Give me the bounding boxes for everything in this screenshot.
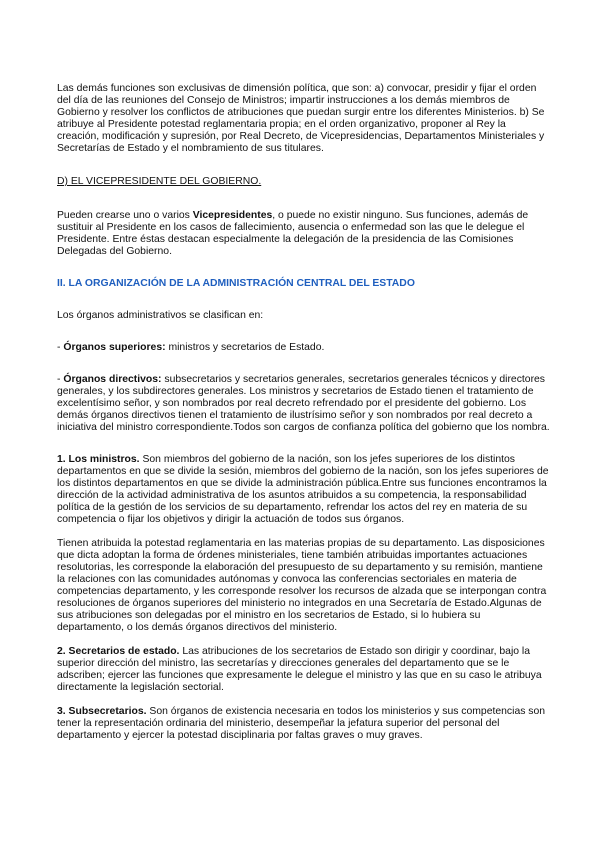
list-item-organos-directivos <box>57 374 550 434</box>
document-page <box>57 83 550 742</box>
section-heading-organizacion: II. LA ORGANIZACIÓN DE LA ADMINISTRACIÓN CENTRAL DEL ESTADO <box>57 278 415 289</box>
vice-text-bold: Vicepresidentes <box>192 210 273 221</box>
paragraph-organos-intro: Los órganos administrativos se clasifican en: <box>57 310 264 321</box>
superiores-label: Órganos superiores: <box>63 342 166 353</box>
ministros-text: Son miembros del gobierno de la nación, son los jefes superiores de los distintos departamentos en que se divide la sesión, miembros del gobierno de la nación, son los jefes superiores de los distintos departamentos en que se divide la administración pública.Entre sus funciones encontramos la dirección de la actividad administrativa de los asuntos atribuidos a su competencia, la responsabilidad política de la gestión de los servicios de su departamento, refrendar los actos del rey en materia de su competencia o fijar los objetivos y dirigir la actuación de todos sus órganos. <box>57 454 549 525</box>
paragraph-ministros <box>57 454 550 526</box>
subsecretarios-label: 3. Subsecretarios. <box>57 706 147 717</box>
ministros-label: 1. Los ministros. <box>57 454 140 465</box>
paragraph-president-functions: Las demás funciones son exclusivas de dimensión política, que son: a) convocar, presidir y fijar el orden del día de las reuniones del Consejo de Ministros; impartir instrucciones a los demás miembros de Gobierno y resolver los conflictos de atribuciones que puedan surgir entre los diferentes Ministerios. b) Se atribuye al Presidente potestad reglamentaria propia; en el orden organizativo, proponer al Rey la creación, modificación y supresión, por Real Decreto, de Vicepresidencias, Departamentos Ministeriales y Secretarías de Estado y el nombramiento de sus titulares. <box>57 83 545 154</box>
directivos-dash: - <box>57 374 64 385</box>
secretarios-text: Las atribuciones de los secretarios de Estado son dirigir y coordinar, bajo la superior dirección del ministro, las secretarías y direcciones generales del departamento que se le adscriben; ejercer las funciones que expresamente le delegue el ministro y las que en su caso le atribuya directamente la legislación sectorial. <box>57 646 542 693</box>
secretarios-label: 2. Secretarios de estado. <box>57 646 180 657</box>
paragraph-secretarios-estado <box>57 646 550 694</box>
superiores-dash: - <box>57 342 64 353</box>
vice-text-pre: Pueden crearse uno o varios <box>57 210 193 221</box>
vice-text-post: , o puede no existir ninguno. Sus funciones, además de sustituir al Presidente en los casos de fallecimiento, ausencia o enfermedad son las que le delegue el Presidente. Entre éstas destacan especialmente la delegación de la presidencia de las Comisiones Delegadas del Gobierno. <box>57 210 529 257</box>
paragraph-vicepresidentes <box>57 210 550 258</box>
paragraph-subsecretarios <box>57 706 550 742</box>
directivos-label: Órganos directivos: <box>63 374 162 385</box>
directivos-text: subsecretarios y secretarios generales, secretarios generales técnicos y directores generales, y los subdirectores generales. Los ministros y secretarios de Estado tienen el tratamiento de excelentísimo señor, y son nombrados por real decreto refrendado por el presidente del gobierno. Los demás órganos directivos tienen el tratamiento de ilustrísimo señor y son nombrados por real decreto a iniciativa del ministro correspondiente.Todos son cargos de confianza política del gobierno que los nombra. <box>57 374 550 433</box>
subsecretarios-text: Son órganos de existencia necesaria en todos los ministerios y sus competencias son tener la representación ordinaria del ministerio, desempeñar la jefatura superior del personal del departamento y ejercer la potestad disciplinaria por faltas graves o muy graves. <box>57 706 546 741</box>
superiores-text: ministros y secretarios de Estado. <box>165 342 325 353</box>
list-item-organos-superiores <box>57 342 550 354</box>
section-heading-vicepresidente: D) EL VICEPRESIDENTE DEL GOBIERNO. <box>57 176 262 187</box>
paragraph-ministros-potestad: Tienen atribuida la potestad reglamentaria en las materias propias de su departamento. Las disposiciones que dicta adoptan la forma de órdenes ministeriales, tiene también atribuidas importantes actuaciones resolutorias, les corresponde la elaboración del presupuesto de su departamento y su remisión, mantiene la relaciones con las comunidades autónomas y convoca las conferencias sectoriales en materia de competencias departamento, y les corresponde resolver los recursos de alzada que se interpongan contra resoluciones de órganos superiores del ministerio no integrados en una Secretaría de Estado.Algunas de sus atribuciones son delegadas por el ministro en los secretarios de Estado, si lo hubiera su departamento, o los demás órganos directivos del ministerio. <box>57 538 547 633</box>
